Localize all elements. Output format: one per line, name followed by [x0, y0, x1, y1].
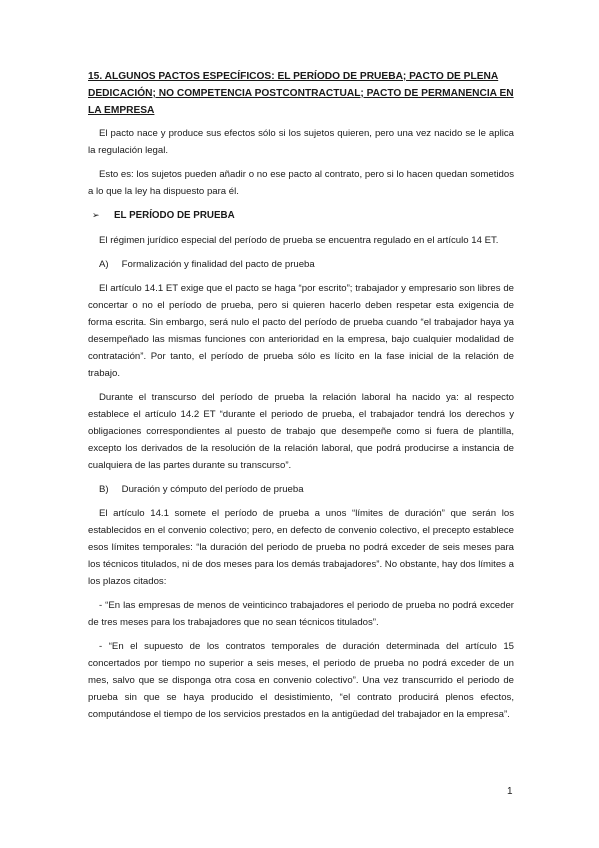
subsection-a-letter: A) [99, 259, 109, 270]
section-heading [88, 207, 514, 224]
subsection-b-heading [88, 481, 514, 498]
list-item: - “En las empresas de menos de veinticinco trabajadores el periodo de prueba no podrá exceder de tres meses para los trabajadores que no sean técnicos titulados”. [88, 600, 514, 628]
document-page [88, 68, 514, 730]
intro-paragraph-1: El pacto nace y produce sus efectos sólo si los sujetos quieren, pero una vez nacido se le aplica la regulación legal. [88, 128, 514, 156]
page-number: 1 [507, 786, 513, 797]
subsection-a-paragraph-2: Durante el transcurso del período de prueba la relación laboral ha nacido ya: al respecto establece el artículo 14.2 ET “durante el periodo de prueba, el trabajador tendrá los derechos y obligaciones correspondientes al puesto de trabajo que desempeñe como si fuera de plantilla, excepto los derivados de la resolución de la relación laboral, que podrá producirse a instancia de cualquiera de las partes durante su transcurso”. [88, 392, 514, 471]
subsection-a-heading [88, 256, 514, 273]
list-item: - “En el supuesto de los contratos temporales de duración determinada del artículo 15 concertados por tiempo no superior a seis meses, el periodo de prueba no podrá exceder de un mes, salvo que se disponga otra cosa en convenio colectivo”. Una vez transcurrido el periodo de prueba sin que se haya producido el desistimiento, “el contrato producirá plenos efectos, computándose el tiempo de los servicios prestados en la antigüedad del trabajador en la empresa”. [88, 641, 514, 720]
subsection-b-title: Duración y cómputo del período de prueba [121, 484, 304, 495]
subsection-a-title: Formalización y finalidad del pacto de prueba [121, 259, 315, 270]
arrow-bullet-icon: ➢ [92, 210, 100, 220]
subsection-a-paragraph-1: El artículo 14.1 ET exige que el pacto se haga “por escrito”; trabajador y empresario son libres de concertar o no el período de prueba, pero si quieren hacerlo deben respetar esta exigencia de forma escrita. Sin embargo, será nulo el pacto del período de prueba cuando “el trabajador haya ya desempeñado las mismas funciones con anterioridad en la empresa, bajo cualquier modalidad de contratación”. Por tanto, el período de prueba sólo es lícito en la fase inicial de la relación de trabajo. [88, 283, 514, 379]
section-title: EL PERÍODO DE PRUEBA [114, 210, 235, 221]
subsection-b-paragraph: El artículo 14.1 somete el período de prueba a unos “límites de duración” que serán los establecidos en el convenio colectivo; pero, en defecto de convenio colectivo, el precepto establece esos límites temporales: “la duración del periodo de prueba no podrá exceder de seis meses para los técnicos titulados, ni de dos meses para los demás trabajadores”. No obstante, hay dos límites a los plazos citados: [88, 508, 514, 587]
subsection-b-letter: B) [99, 484, 109, 495]
intro-paragraph-2: Esto es: los sujetos pueden añadir o no ese pacto al contrato, pero si lo hacen quedan sometidos a lo que la ley ha dispuesto para él. [88, 169, 514, 197]
section-intro-paragraph: El régimen jurídico especial del período de prueba se encuentra regulado en el artículo 14 ET. [99, 235, 499, 246]
document-heading: 15. ALGUNOS PACTOS ESPECÍFICOS: EL PERÍODO DE PRUEBA; PACTO DE PLENA DEDICACIÓN; NO COMPETENCIA POSTCONTRACTUAL; PACTO DE PERMANENCIA EN LA EMPRESA [88, 71, 514, 116]
